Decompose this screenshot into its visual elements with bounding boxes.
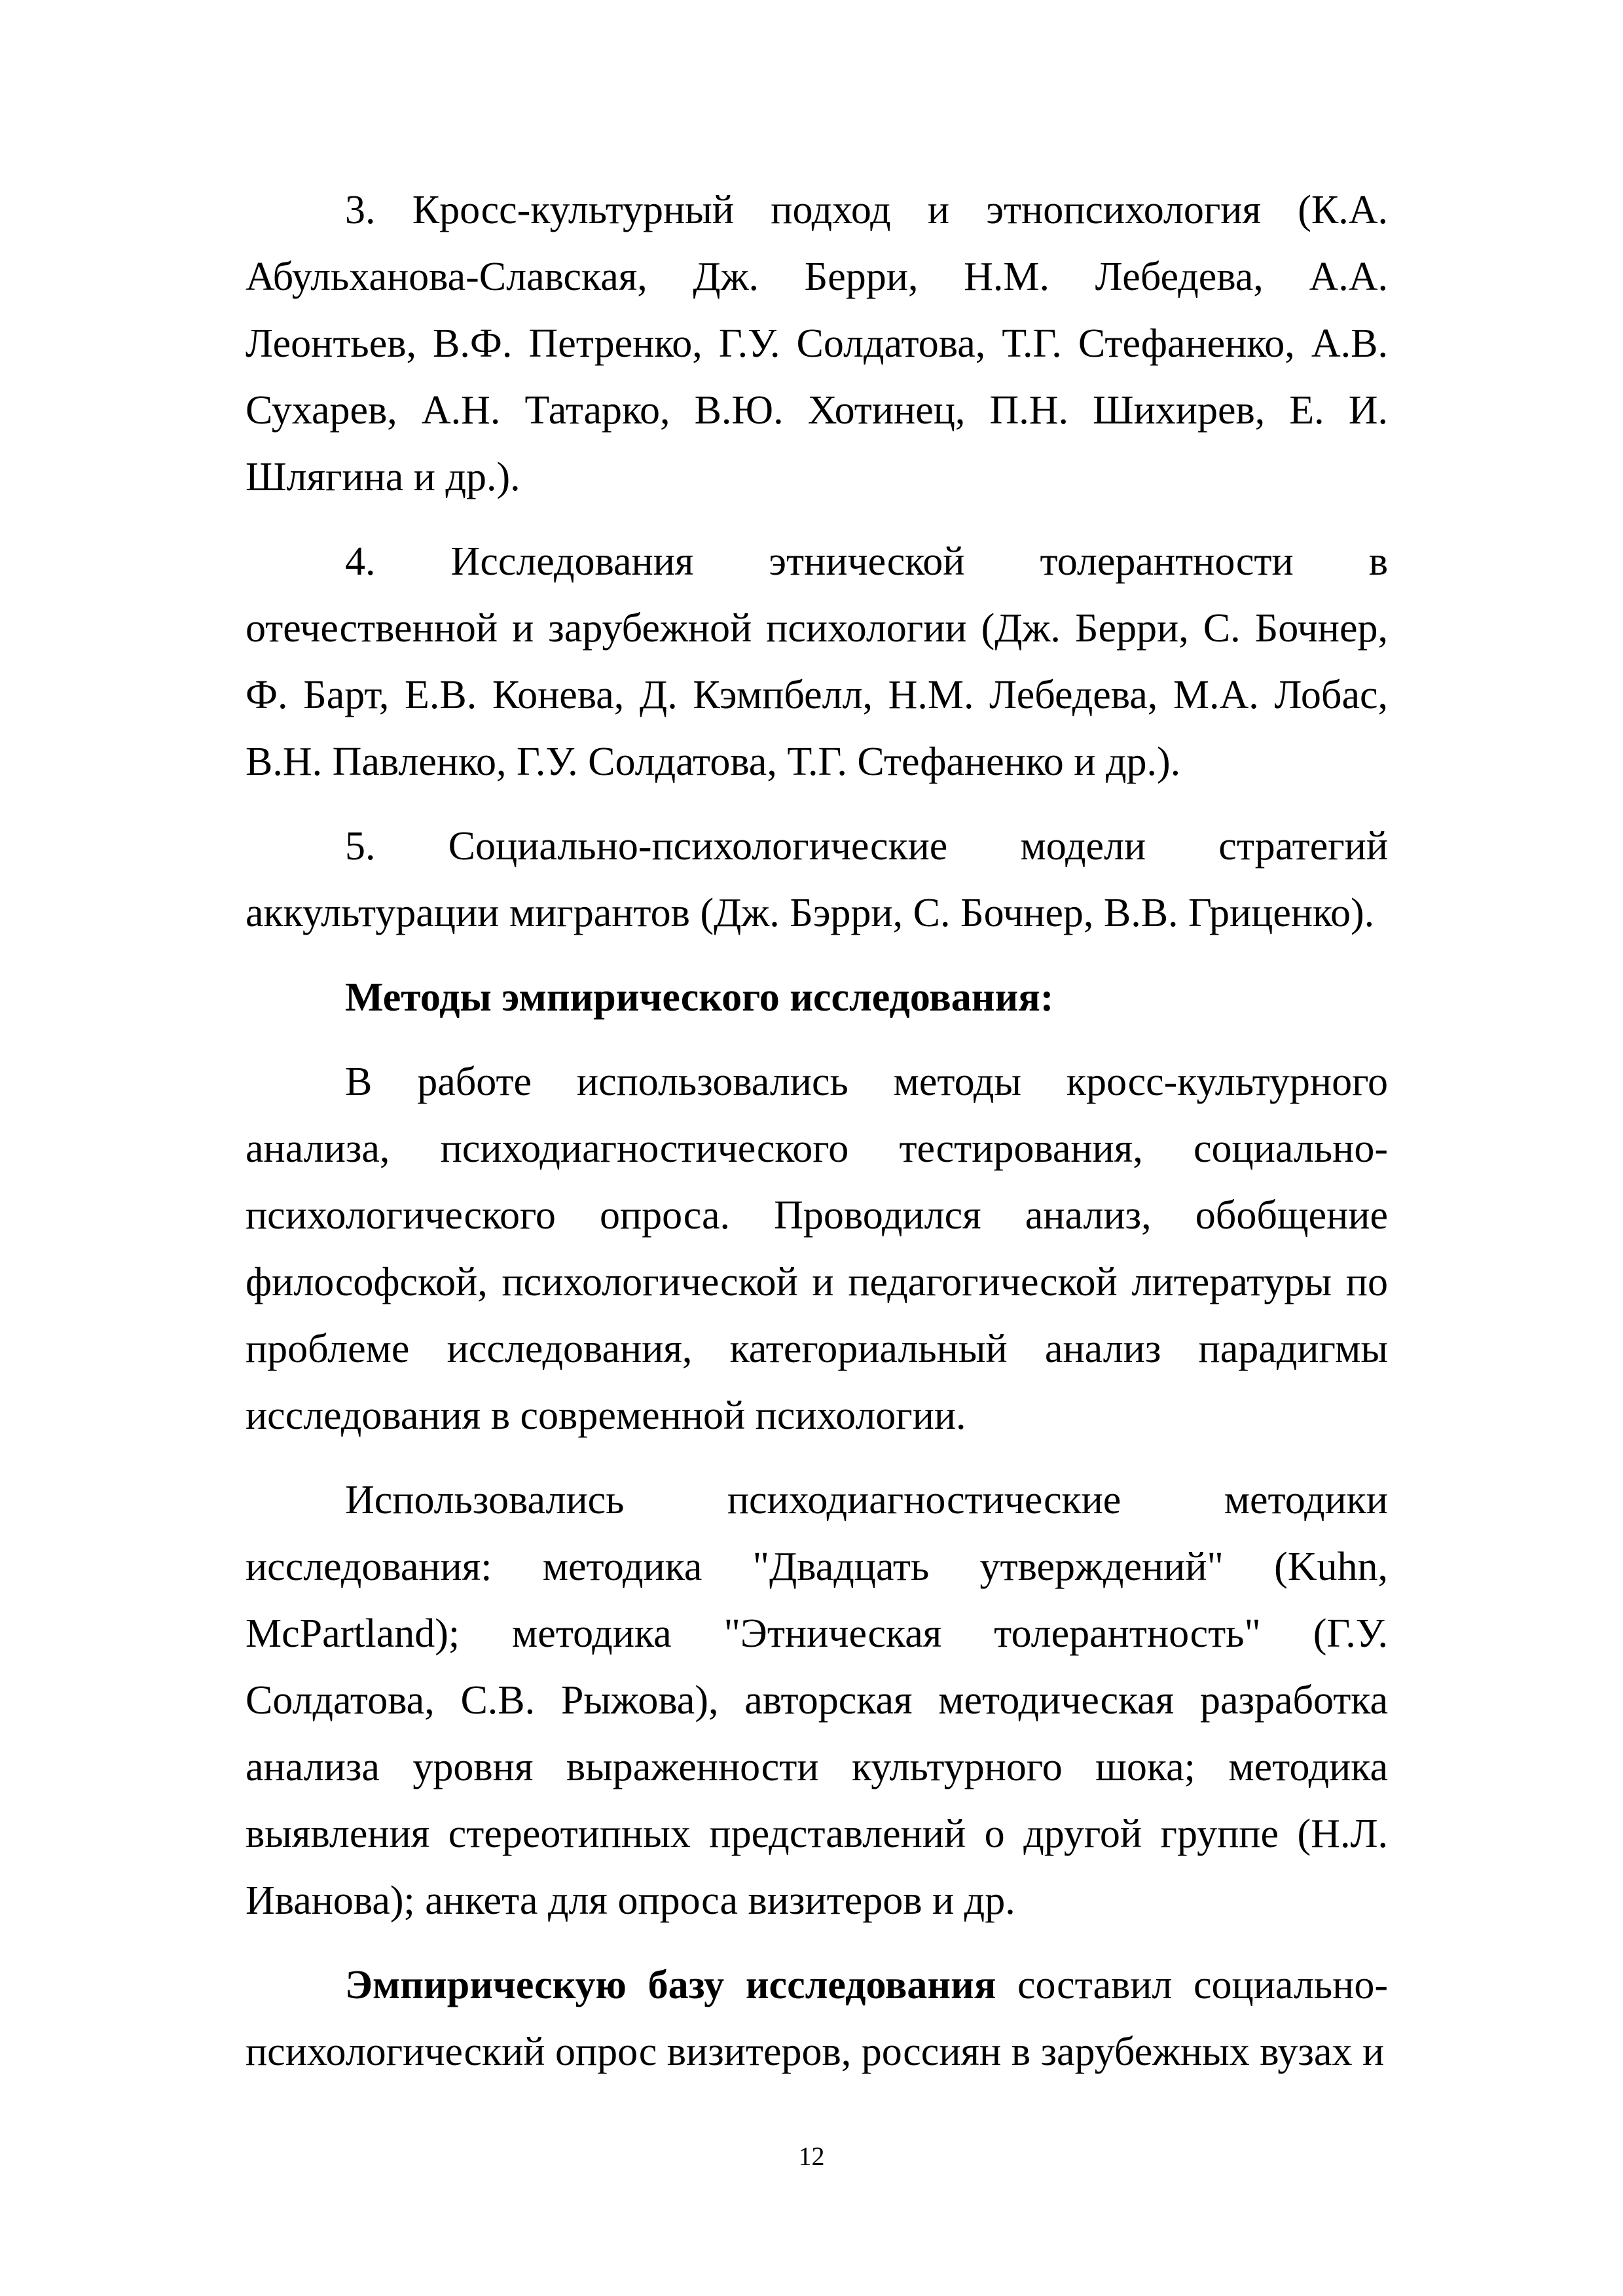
paragraph-methods-instruments — [246, 1467, 1388, 1934]
page-number: 12 — [798, 2142, 825, 2171]
paragraph-text: 5. Социально-психологические модели стратегий аккультурации мигрантов (Дж. Бэрри, С. Бочнер, В.В. Гриценко). — [246, 824, 1388, 935]
paragraph-empirical-base — [246, 1952, 1388, 2085]
section-heading-methods — [246, 964, 1388, 1031]
paragraph-text: 4. Исследования этнической толерантности в отечественной и зарубежной психологии (Дж. Берри, С. Бочнер, Ф. Барт, Е.В. Конева, Д. Кэмпбелл, Н.М. Лебедева, М.А. Лобас, В.Н. Павленко, Г.У. Солдатова, Т.Г. Стефаненко и др.). — [246, 539, 1388, 784]
paragraph-item-3 — [246, 177, 1388, 511]
paragraph-text: В работе использовались методы кросс-культурного анализа, психодиагностического тестирования, социально-психологического опроса. Проводился анализ, обобщение философской, психологической и педагогической литературы по проблеме исследования, категориальный анализ парадигмы исследования в современной психологии. — [246, 1060, 1388, 1438]
paragraph-text: составил социально-психологический опрос визитеров, россиян в зарубежных вузах и — [246, 1963, 1389, 2074]
paragraph-item-5 — [246, 813, 1388, 946]
paragraph-methods-analysis — [246, 1049, 1388, 1449]
paragraph-text: 3. Кросс-культурный подход и этнопсихология (К.А. Абульханова-Славская, Дж. Берри, Н.М. Лебедева, А.А. Леонтьев, В.Ф. Петренко, Г.У. Солдатова, Т.Г. Стефаненко, А.В. Сухарев, А.Н. Татарко, В.Ю. Хотинец, П.Н. Шихирев, Е. И. Шлягина и др.). — [246, 188, 1388, 499]
heading-text: Методы эмпирического исследования: — [345, 975, 1054, 1020]
paragraph-item-4 — [246, 528, 1388, 795]
bold-lead-text: Эмпирическую базу исследования — [345, 1963, 996, 2007]
body-text — [246, 177, 1388, 2103]
paragraph-text: Использовались психодиагностические методики исследования: методика "Двадцать утверждений" (Kuhn, McPartland); методика "Этническая толерантность" (Г.У. Солдатова, С.В. Рыжова), авторская методическая разработка анализа уровня выраженности культурного шока; методика выявления стереотипных представлений о другой группе (Н.Л. Иванова); анкета для опроса визитеров и др. — [246, 1478, 1388, 1923]
